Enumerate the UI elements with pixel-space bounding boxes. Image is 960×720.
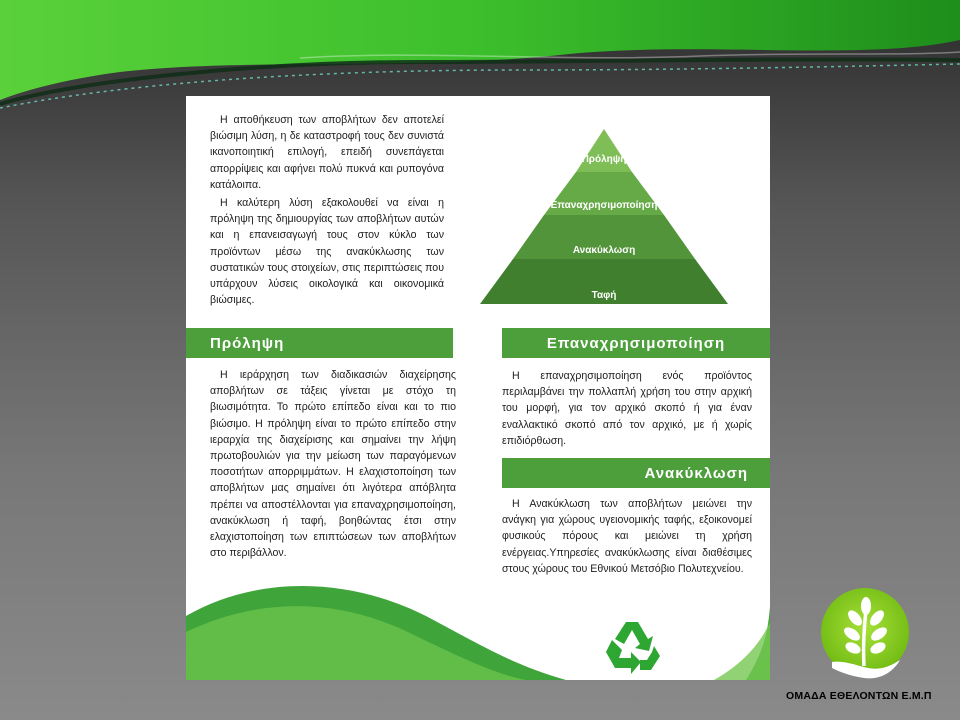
- pyramid-label-reuse: Επαναχρησιμοποίηση: [550, 200, 658, 211]
- top-swoosh-decoration: [0, 0, 960, 110]
- pyramid-label-landfill: Ταφή: [591, 290, 617, 301]
- reuse-body: Η επαναχρησιμοποίηση ενός προϊόντος περιλαμβάνει την πολλαπλή χρήση του στην αρχική του μορφή, για τον αρχικό σκοπό ή για έναν εναλλακτικό σκοπό από τον αρχικό, με ή χωρίς επιδιόρθωση.: [502, 370, 752, 447]
- intro-paragraph-1: Η αποθήκευση των αποβλήτων δεν αποτελεί βιώσιμη λύση, η δε καταστροφή τους δεν συνιστά ικανοποιητική επιλογή, επειδή συνεπάγεται απορρίψεις και αφήνει πολύ πυκνά και ρυπογόνα κατάλοιπα.: [210, 114, 444, 191]
- plant-hand-icon: [818, 588, 914, 686]
- poster: [186, 96, 770, 680]
- intro-paragraph-2: Η καλύτερη λύση εξακολουθεί να είναι η πρόληψη της δημιουργίας των αποβλήτων αυτών και η επανεισαγωγή τους στον κύκλο των προϊόντων μέσω της ανακύκλωσης των συστατικών τους στοιχείων, στις περιπτώσεις που υπάρχουν λύσεις οικολογικά και οικονομικά βιώσιμες.: [210, 197, 444, 307]
- logo-caption: ΟΜΑΔΑ ΕΘΕΛΟΝΤΩΝ Ε.Μ.Π: [786, 690, 932, 702]
- prevention-body: Η ιεράρχηση των διαδικασιών διαχείρησης αποβλήτων σε τάξεις γίνεται με στόχο τη βιωσιμότητα. Το πρώτο επίπεδο είναι και το πιο βιώσιμο. Η πρόληψη είναι το πρώτο επίπεδο στην ιεραρχία της διαχείρισης και σημαίνει την λήψη πρωτοβουλιών για την μείωση των παραγόμενων ποσοτήτων απορριμμάτων. Η ελαχιστοποίηση των αποβλήτων μας σημαίνει ότι λιγότερα απόβλητα πρέπει να αποστέλλονται για επαναχρησιμοποίηση, ανακύκλωση ή ταφή, βοηθώντας έτσι στην ελαχιστοποίηση των επιπτώσεων των αποβλήτων στο περιβάλλον.: [210, 369, 456, 560]
- pyramid-level-prevention: [576, 129, 632, 172]
- prevention-heading-band: [186, 328, 453, 358]
- recycling-heading: Ανακύκλωση: [644, 464, 748, 482]
- recycle-icon: [602, 618, 662, 676]
- bottom-swoosh-decoration: [186, 536, 770, 680]
- reuse-heading: Επαναχρησιμοποίηση: [546, 334, 726, 352]
- pyramid-label-recycling: Ανακύκλωση: [572, 245, 636, 256]
- waste-hierarchy-pyramid: [458, 126, 750, 306]
- prevention-heading: Πρόληψη: [210, 334, 285, 352]
- recycling-heading-band: [502, 458, 770, 488]
- pyramid-label-prevention: Πρόληψη: [581, 154, 627, 165]
- reuse-heading-band: [502, 328, 770, 358]
- recycling-body: Η Ανακύκλωση των αποβλήτων μειώνει την ανάγκη για χώρους υγειονομικής ταφής, εξοικονομεί φυσικούς πόρους και μειώνει τη χρήση ενέργειας.Υπηρεσίες ανακύκλωσης είναι διαθέσιμες στους χώρους του Εθνικού Μετσόβιο Πολυτεχνείου.: [502, 498, 752, 575]
